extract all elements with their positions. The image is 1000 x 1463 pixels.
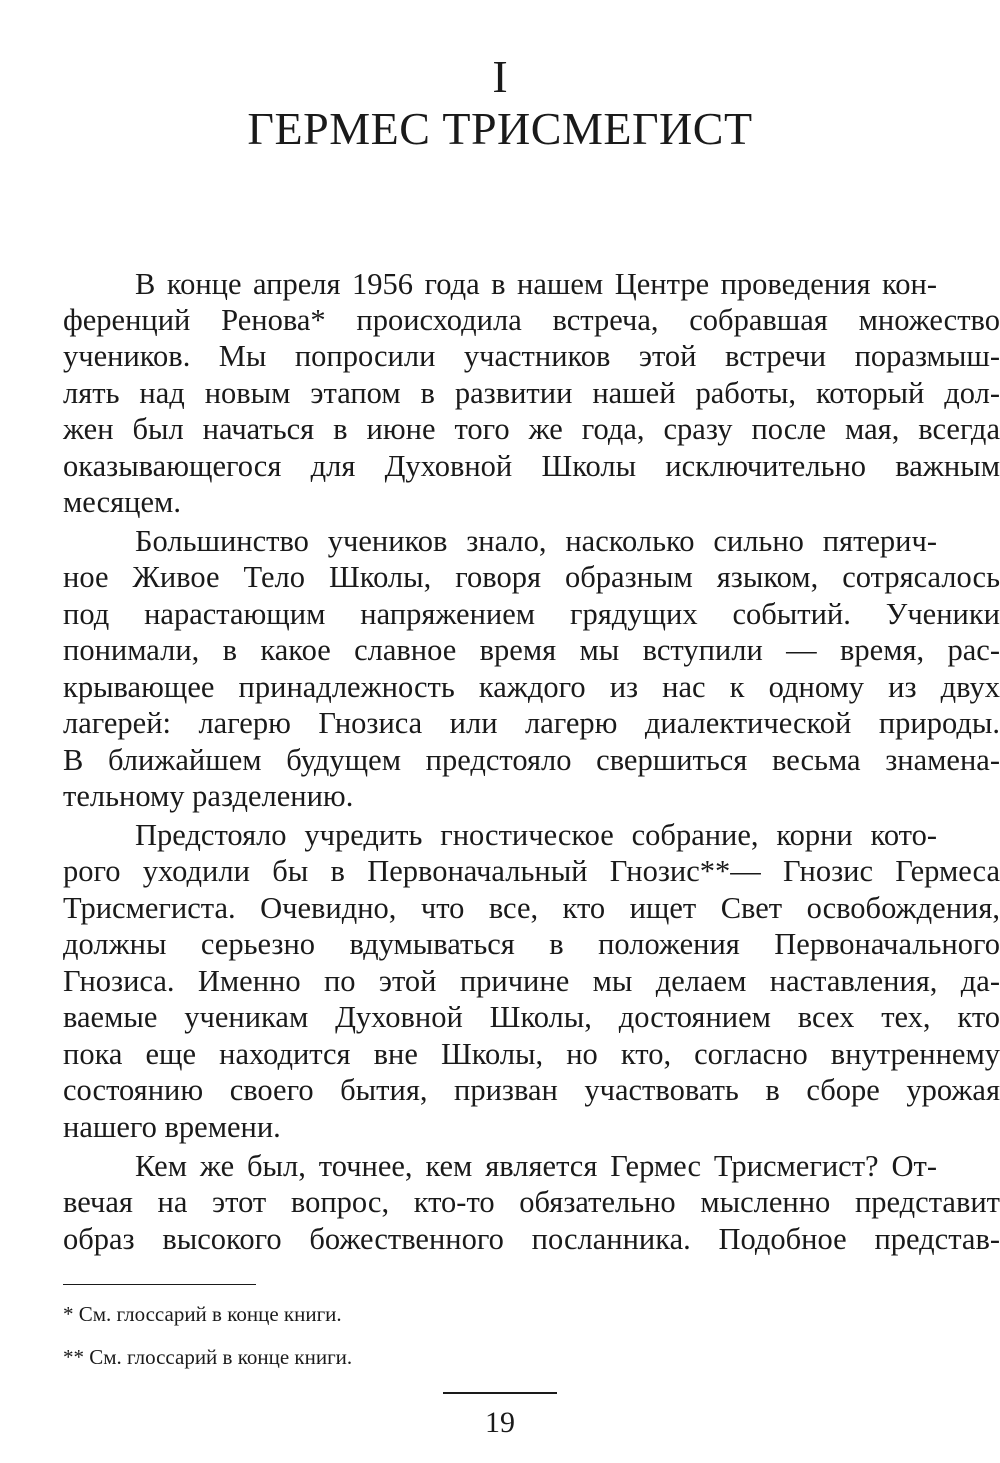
text-line: рого уходили бы в Первоначальный Гнозис**— Гнозис Гермеса <box>63 854 1000 888</box>
chapter-number: I <box>492 51 508 102</box>
text-line: жен был начаться в июне того же года, сразу после мая, всегда <box>63 412 1000 446</box>
text-line: месяцем. <box>63 485 181 519</box>
footnote-2: ** См. глоссарий в конце книги. <box>63 1345 353 1369</box>
text-line: лять над новым этапом в развитии нашей работы, который дол- <box>63 376 1000 410</box>
text-line: Гнозиса. Именно по этой причине мы делаем наставления, да- <box>63 964 1000 998</box>
text-line: Предстояло учредить гностическое собрание, корни кото- <box>135 818 937 852</box>
text-line: Большинство учеников знало, насколько сильно пятерич- <box>135 524 937 558</box>
text-line: образ высокого божественного посланника. Подобное представ- <box>63 1222 1000 1256</box>
text-line: вечая на этот вопрос, кто-то обязательно мысленно представит <box>63 1185 1000 1219</box>
text-line: под нарастающим напряжением грядущих событий. Ученики <box>63 597 1000 631</box>
chapter-title: ГЕРМЕС ТРИСМЕГИСТ <box>247 103 753 154</box>
text-line: состоянию своего бытия, призван участвовать в сборе урожая <box>63 1073 1000 1107</box>
text-line: лагерей: лагерю Гнозиса или лагерю диалектической природы. <box>63 706 1000 740</box>
text-line: ваемые ученикам Духовной Школы, достоянием всех тех, кто <box>63 1000 1000 1034</box>
text-line: должны серьезно вдумываться в положения Первоначального <box>63 927 1000 961</box>
text-line: понимали, в какое славное время мы вступили — время, рас- <box>63 633 1000 667</box>
text-line: пока еще находится вне Школы, но кто, согласно внутреннему <box>63 1037 1000 1071</box>
text-line: оказывающегося для Духовной Школы исключительно важным <box>63 449 1000 483</box>
page-number-rule <box>443 1392 557 1394</box>
text-line: В ближайшем будущем предстояло свершиться весьма знамена- <box>63 743 1000 777</box>
text-line: крывающее принадлежность каждого из нас к одному из двух <box>63 670 1000 704</box>
text-line: тельному разделению. <box>63 779 354 813</box>
text-line: учеников. Мы попросили участников этой встречи поразмыш- <box>63 339 1000 373</box>
text-line: ное Живое Тело Школы, говоря образным языком, сотрясалось <box>63 560 1000 594</box>
footnote-divider <box>63 1284 256 1285</box>
footnote-1: * См. глоссарий в конце книги. <box>63 1302 342 1326</box>
page-number: 19 <box>485 1406 515 1439</box>
text-line: Кем же был, точнее, кем является Гермес Трисмегист? От- <box>135 1149 937 1183</box>
text-line: В конце апреля 1956 года в нашем Центре проведения кон- <box>135 267 937 301</box>
text-line: ференций Ренова* происходила встреча, собравшая множество <box>63 303 1000 337</box>
text-line: нашего времени. <box>63 1110 281 1144</box>
text-line: Трисмегиста. Очевидно, что все, кто ищет Свет освобождения, <box>63 891 1000 925</box>
